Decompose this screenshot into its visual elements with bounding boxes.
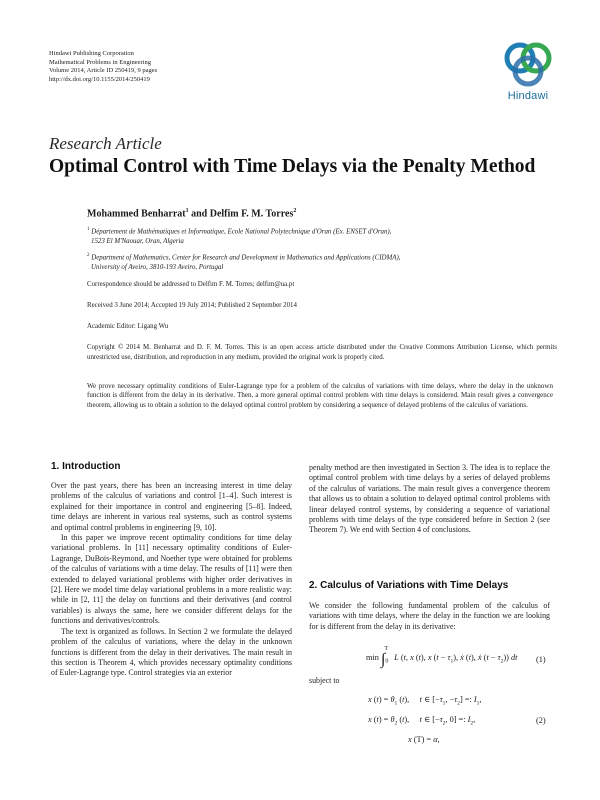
- author-conjunction: and: [188, 208, 210, 220]
- equation-2-line-1: x $(t) = \theta_1$ (t), t ∈ [$-\tau_1$, $-\tau_2$] =: $I_1$,: [368, 695, 482, 707]
- copyright-notice: Copyright © 2014 M. Benharrat and D. F. M. Torres. This is an open access article distributed under the Creative Commons Attribution License, which permits unrestricted use, distribution, and reproduction in any medium, provided the original work is properly cited.: [87, 344, 557, 361]
- affiliation-2-line-1: Department of Mathematics, Center for Research and Development in Mathematics and Applications (CIDMA),: [91, 254, 401, 262]
- affiliation-2-number: 2: [87, 253, 90, 258]
- subject-to-label: subject to: [309, 676, 340, 685]
- author-2: Delfim F. M. Torres: [209, 208, 294, 220]
- correspondence: Correspondence should be addressed to Delfim F. M. Torres; delfim@ua.pt: [87, 281, 295, 288]
- section-2-paragraph-1: We consider the following fundamental problem of the calculus of variations with time delays, where the delay in the function we are looking for is different from the delay in its derivative:: [309, 601, 550, 631]
- abstract: We prove necessary optimality conditions of Euler-Lagrange type for a problem of the calculus of variations with time delays, where the delay in the unknown function is different from the delay in its derivative. Then, a more general optimal control problem with time delays is considered. Main result gives a convergence theorem, allowing us to obtain a solution to the delayed optimal control problem by considering a sequence of delayed problems of the calculus of variations.: [87, 382, 553, 409]
- equation-1: $\min \int_0^T$ L (t, x (t), x $(t - \tau_1)$, ẋ (t), ẋ $(t - \tau_2)$) dt: [366, 646, 518, 668]
- journal-name: Mathematical Problems in Engineering: [49, 58, 151, 66]
- intro-paragraph-1: Over the past years, there has been an increasing interest in time delay problems of the calculus of variations and control [1–4]. Such interest is explained for their importance in control and engineering [5–8]. Indeed, time delays are inherent in various real systems, such as control systems and optimal control problems in engineering [9, 10].: [51, 481, 292, 532]
- publication-dates: Received 3 June 2014; Accepted 19 July 2014; Published 2 September 2014: [87, 302, 297, 309]
- volume-info: Volume 2014, Article ID 250419, 9 pages: [49, 67, 158, 75]
- logo-wordmark: Hindawi: [507, 90, 549, 102]
- equation-2-line-3: x (T) = α,: [408, 735, 440, 744]
- publisher-name: Hindawi Publishing Corporation: [49, 50, 134, 57]
- affiliation-1-number: 1: [87, 227, 90, 232]
- academic-editor: Academic Editor: Ligang Wu: [87, 323, 169, 330]
- affiliation-2-line-2: University of Aveiro, 3810-193 Aveiro, Portugal: [91, 263, 224, 271]
- journal-header: [49, 50, 157, 84]
- affiliation-1-line-2: 1523 El M'Naouar, Oran, Algeria: [91, 237, 184, 245]
- author-list: [87, 208, 296, 219]
- intro-paragraph-4: penalty method are then investigated in Section 3. The idea is to replace the optimal control problem with time delays by a series of delayed problems of the calculus of variations. The main result gives a convergence theorem that allows us to obtain a solution to delayed optimal control problems with linear delayed control systems, by considering a sequence of variational problems with time delays of the type considered before in Section 2 (see Theorem 7). We end with Section 4 of conclusions.: [309, 463, 550, 535]
- intro-paragraph-2: In this paper we improve recent optimality conditions for time delay variational problems. In [11] necessary optimality conditions of Euler-Lagrange, DuBois-Reymond, and Noether type were obtained for problems of the calculus of variations with a time delay. The results of [11] were then extended to delayed variational problems with higher order derivatives in [2]. Here we model time delay variational problems in a more realistic way: while in [2, 11] the delay on functions and their derivatives (and control variables) is always the same, here we consider different delays for the functions and derivatives/controls.: [51, 533, 292, 626]
- section-1-heading: 1. Introduction: [51, 461, 121, 472]
- article-type: Research Article: [49, 134, 162, 153]
- affiliation-2: [87, 251, 557, 272]
- left-column: [51, 481, 292, 679]
- doi-link[interactable]: http://dx.doi.org/10.1155/2014/250419: [49, 75, 150, 83]
- author-2-affiliation-mark: 2: [293, 208, 297, 214]
- affiliation-1: [87, 225, 557, 246]
- hindawi-logo: [498, 38, 558, 104]
- equation-2-line-2: x $(t) = \theta_2$ (t), t ∈ [$-\tau_2$, 0] =: $I_2$,: [368, 715, 476, 727]
- intro-paragraph-3: The text is organized as follows. In Section 2 we formulate the delayed problem of the calculus of variations, where the delay in the unknown functions is different from the delay in their derivatives. The main result in this section is Theorem 4, which provides necessary optimality conditions of Euler-Lagrange type. Control strategies via an exterior: [51, 626, 292, 678]
- equation-1-number: (1): [536, 655, 546, 664]
- hindawi-rings-icon: [498, 38, 558, 90]
- author-1: Mohammed Benharrat: [87, 208, 186, 220]
- equation-2-number: (2): [536, 716, 546, 725]
- affiliation-1-line-1: Département de Mathématiques et Informatique, Ecole National Polytechnique d'Oran (Ex. ENSET d'Oran),: [91, 228, 392, 236]
- section-2-heading: 2. Calculus of Variations with Time Delays: [309, 580, 509, 591]
- author-1-affiliation-mark: 1: [185, 208, 189, 214]
- paper-title: Optimal Control with Time Delays via the Penalty Method: [49, 156, 536, 177]
